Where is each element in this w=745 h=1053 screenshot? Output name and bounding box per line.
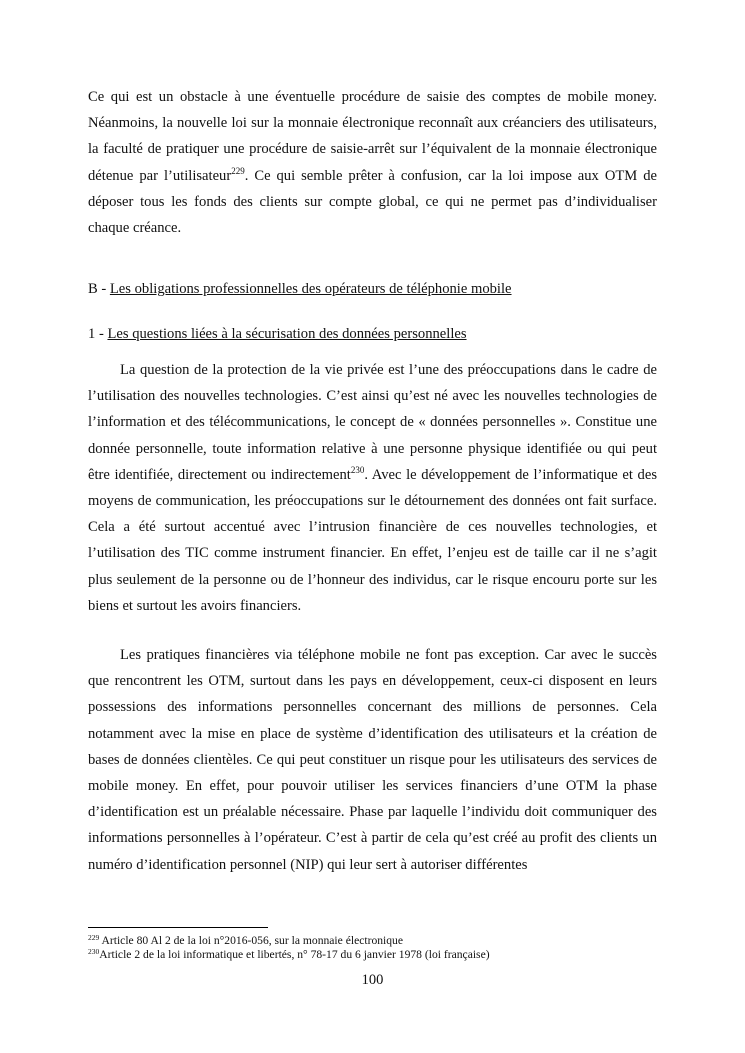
- footnote-ref-229[interactable]: 229: [231, 165, 245, 176]
- section-heading-b: [88, 276, 657, 302]
- text: . Avec le développement de l’informatique et des moyens de communication, les préoccupations sur le détournement des données ont fait surface. Cela a été surtout accentué avec l’intrusion financière de ces nouvelles technologies, et l’utilisation des TIC comme instrument financier. En effet, l’enjeu est de taille car il ne s’agit plus seulement de la personne ou de l’honneur des individus, car le risque encouru porte sur les biens et surtout les avoirs financiers.: [88, 466, 657, 614]
- heading-title: Les questions liées à la sécurisation des données personnelles: [107, 326, 467, 342]
- footnote-text: Article 80 Al 2 de la loi n°2016-056, sur la monnaie électronique: [99, 934, 403, 947]
- text: La question de la protection de la vie privée est l’une des préoccupations dans le cadre de l’utilisation des nouvelles technologies. C’est ainsi qu’est né avec les nouvelles technologies de l’information et des télécommunications, le concept de « données personnelles ». Constitue une donnée personnelle, toute information relative à une personne physique identifiée ou qui peut être identifiée, directement ou indirectement: [88, 362, 657, 483]
- footnote-230: [88, 948, 490, 962]
- text: Ce qui est un obstacle à une éventuelle procédure de saisie des comptes de mobile money. Néanmoins, la nouvelle loi sur la monnaie électronique reconnaît aux créanciers des utilisateurs, la faculté de pratiquer une procédure de saisie-arrêt sur l’équivalent de la monnaie électronique détenue par l’utilisateur: [88, 89, 657, 184]
- footnote-number: 230: [88, 947, 100, 956]
- footnote-number: 229: [88, 933, 100, 942]
- footnote-ref-230[interactable]: 230: [350, 464, 365, 475]
- paragraph-2: [88, 357, 657, 619]
- footnote-229: [88, 934, 403, 948]
- page-number: 100: [361, 972, 384, 988]
- subsection-heading-1: [88, 321, 657, 347]
- paragraph-3: Les pratiques financières via téléphone mobile ne font pas exception. Car avec le succès que rencontrent les OTM, surtout dans les pays en développement, ceux-ci disposent en leurs possessions des informations personnelles concernant des millions de personnes. Cela notamment avec la mise en place de système d’identification des utilisateurs et la création de bases de données clientèles. Ce qui peut constituer un risque pour les utilisateurs des services de mobile money. En effet, pour pouvoir utiliser les services financiers d’une OTM la phase d’identification est un préalable nécessaire. Phase par laquelle l’individu doit communiquer des informations personnelles à l’opérateur. C’est à partir de cela qu’est créé au profit des clients un numéro d’identification personnel (NIP) qui leur sert à autoriser différentes: [88, 647, 657, 873]
- footnote-text: Article 2 de la loi informatique et libertés, n° 78-17 du 6 janvier 1978 (loi française): [99, 948, 490, 961]
- footnote-divider: [88, 927, 268, 928]
- heading-title: Les obligations professionnelles des opérateurs de téléphonie mobile: [109, 281, 512, 297]
- text: . Ce qui semble prêter à confusion, car la loi impose aux OTM de déposer tous les fonds des clients sur compte global, ce qui ne permet pas d’individualiser chaque créance.: [88, 167, 657, 237]
- heading-prefix: B -: [88, 281, 110, 297]
- heading-prefix: 1 -: [88, 326, 108, 342]
- paragraph-1: [88, 84, 657, 241]
